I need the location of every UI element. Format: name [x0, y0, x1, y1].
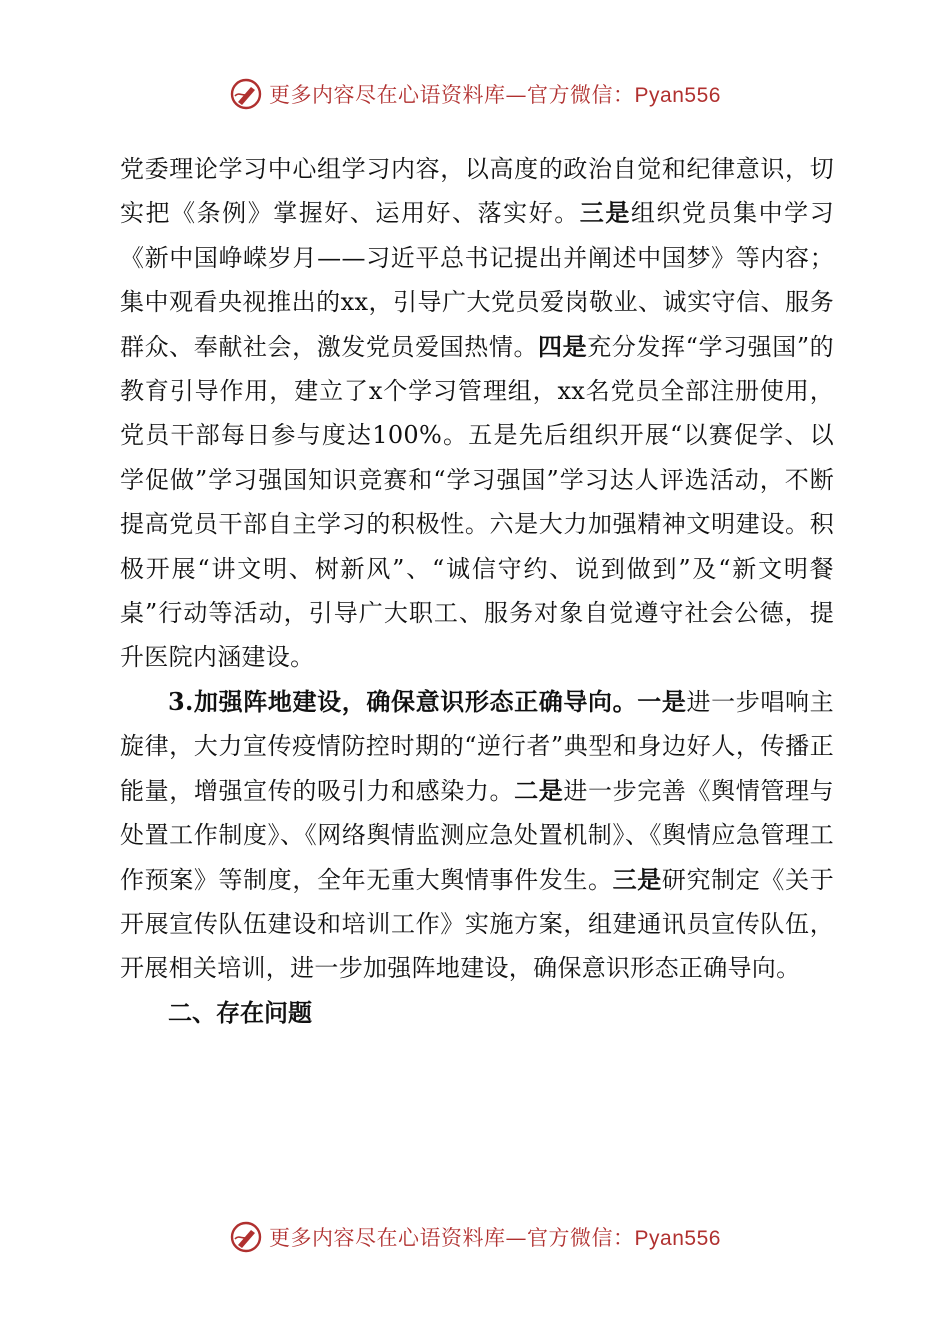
pen-logo-icon	[229, 1220, 263, 1254]
pen-logo-icon	[229, 77, 263, 111]
header-text: 更多内容尽在心语资料库—官方微信：Pyan556	[269, 83, 721, 107]
footer-text: 更多内容尽在心语资料库—官方微信：Pyan556	[269, 1226, 721, 1250]
document-body	[120, 147, 834, 1035]
paragraph-position-building: 3.加强阵地建设，确保意识形态正确导向。一是进一步唱响主旋律，大力宣传疫情防控时期的“逆行者”典型和身边好人，传播正能量，增强宣传的吸引力和感染力。二是进一步完善《舆情管理与处置工作制度》、《网络舆情监测应急处置机制》、《舆情应急管理工作预案》等制度，全年无重大舆情事件发生。三是研究制定《关于开展宣传队伍建设和培训工作》实施方案，组建通讯员宣传队伍，开展相关培训，进一步加强阵地建设，确保意识形态正确导向。	[120, 686, 834, 983]
footer-contact-id: Pyan556	[634, 1227, 721, 1250]
header-contact-id: Pyan556	[634, 84, 721, 107]
section-heading: 二、存在问题	[168, 997, 312, 1027]
item-3-heading: 3.加强阵地建设，确保意识形态正确导向。	[168, 686, 638, 716]
paragraph-learning: 党委理论学习中心组学习内容，以高度的政治自觉和纪律意识，切实把《条例》掌握好、运用好、落实好。三是组织党员集中学习《新中国峥嵘岁月——习近平总书记提出并阐述中国梦》等内容；集中观看央视推出的xx，引导广大党员爱岗敬业、诚实守信、服务群众、奉献社会，激发党员爱国热情。四是充分发挥“学习强国”的教育引导作用，建立了x个学习管理组，xx名党员全部注册使用，党员干部每日参与度达100%。五是先后组织开展“以赛促学、以学促做”学习强国知识竞赛和“学习强国”学习达人评选活动，不断提高党员干部自主学习的积极性。六是大力加强精神文明建设。积极开展“讲文明、树新风”、“诚信守约、说到做到”及“新文明餐桌”行动等活动，引导广大职工、服务对象自觉遵守社会公德，提升医院内涵建设。	[120, 155, 834, 672]
header-banner	[0, 74, 950, 114]
footer-banner	[0, 1217, 950, 1257]
